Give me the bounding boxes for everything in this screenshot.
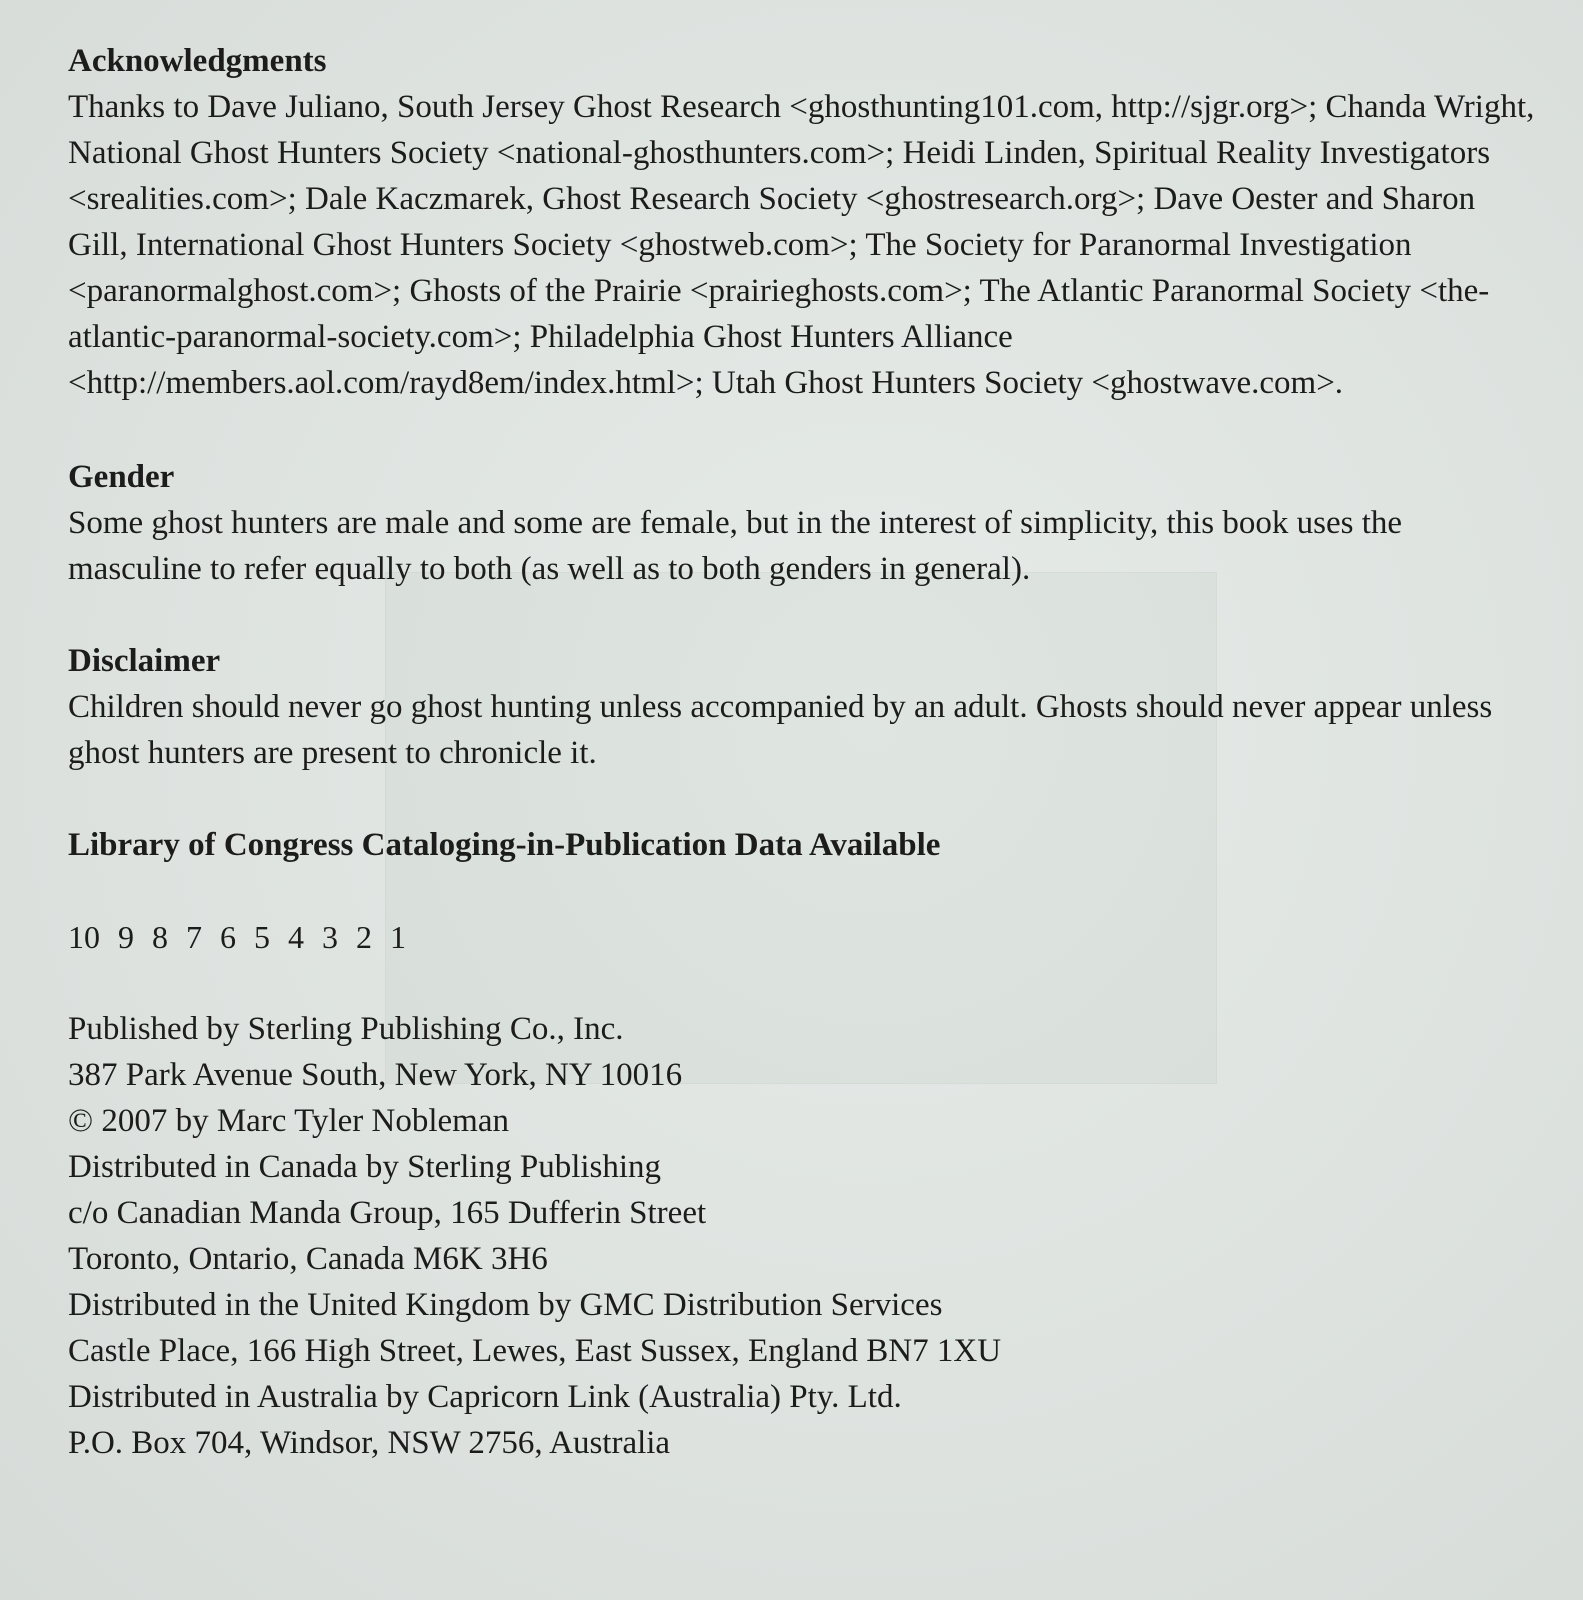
publisher-line: Distributed in the United Kingdom by GMC Distribution Services xyxy=(68,1287,943,1323)
disclaimer-heading: Disclaimer xyxy=(68,643,221,679)
spacer xyxy=(68,868,1538,914)
acknowledgments-heading: Acknowledgments xyxy=(68,43,327,79)
publisher-line: 387 Park Avenue South, New York, NY 10016 xyxy=(68,1057,683,1093)
gender-section xyxy=(68,454,1538,592)
publisher-info xyxy=(68,1006,1538,1466)
spacer xyxy=(68,960,1538,1006)
library-of-congress-notice: Library of Congress Cataloging-in-Publication Data Available xyxy=(68,827,941,863)
publisher-line: P.O. Box 704, Windsor, NSW 2756, Australia xyxy=(68,1425,671,1461)
publisher-line: Castle Place, 166 High Street, Lewes, East Sussex, England BN7 1XU xyxy=(68,1333,1002,1369)
publisher-line: Distributed in Australia by Capricorn Link (Australia) Pty. Ltd. xyxy=(68,1379,902,1415)
spacer xyxy=(68,776,1538,822)
publisher-line: c/o Canadian Manda Group, 165 Dufferin Street xyxy=(68,1195,707,1231)
publisher-line: Toronto, Ontario, Canada M6K 3H6 xyxy=(68,1241,548,1277)
gender-text: Some ghost hunters are male and some are female, but in the interest of simplicity, this book uses the masculine to refer equally to both (as well as to both genders in general). xyxy=(68,505,1403,587)
printing-line: 10 9 8 7 6 5 4 3 2 1 xyxy=(68,919,406,955)
publisher-line: Published by Sterling Publishing Co., Inc. xyxy=(68,1011,624,1047)
disclaimer-section xyxy=(68,638,1538,776)
copyright-page xyxy=(68,38,1538,1466)
publisher-line: Distributed in Canada by Sterling Publishing xyxy=(68,1149,662,1185)
spacer xyxy=(68,592,1538,638)
gender-heading: Gender xyxy=(68,459,175,495)
copyright-line: © 2007 by Marc Tyler Nobleman xyxy=(68,1103,509,1139)
acknowledgments-text: Thanks to Dave Juliano, South Jersey Ghost Research <ghosthunting101.com, http://sjgr.org>; Chanda Wright, National Ghost Hunters Society <national-ghosthunters.com>; Heidi Linden, Spiritual Reality Investigators <srealities.com>; Dale Kaczmarek, Ghost Research Society <ghostresearch.org>; Dave Oester and Sharon Gill, International Ghost Hunters Society <ghostweb.com>; The Society for Paranormal Investigation <paranormalghost.com>; Ghosts of the Prairie <prairieghosts.com>; The Atlantic Paranormal Society <the-atlantic-paranormal-society.com>; Philadelphia Ghost Hunters Alliance <http://members.aol.com/rayd8em/index.html>; Utah Ghost Hunters Society <ghostwave.com>. xyxy=(68,89,1535,401)
disclaimer-text: Children should never go ghost hunting unless accompanied by an adult. Ghosts should never appear unless ghost hunters are present to chronicle it. xyxy=(68,689,1493,771)
acknowledgments-section xyxy=(68,38,1538,406)
spacer xyxy=(68,406,1538,454)
